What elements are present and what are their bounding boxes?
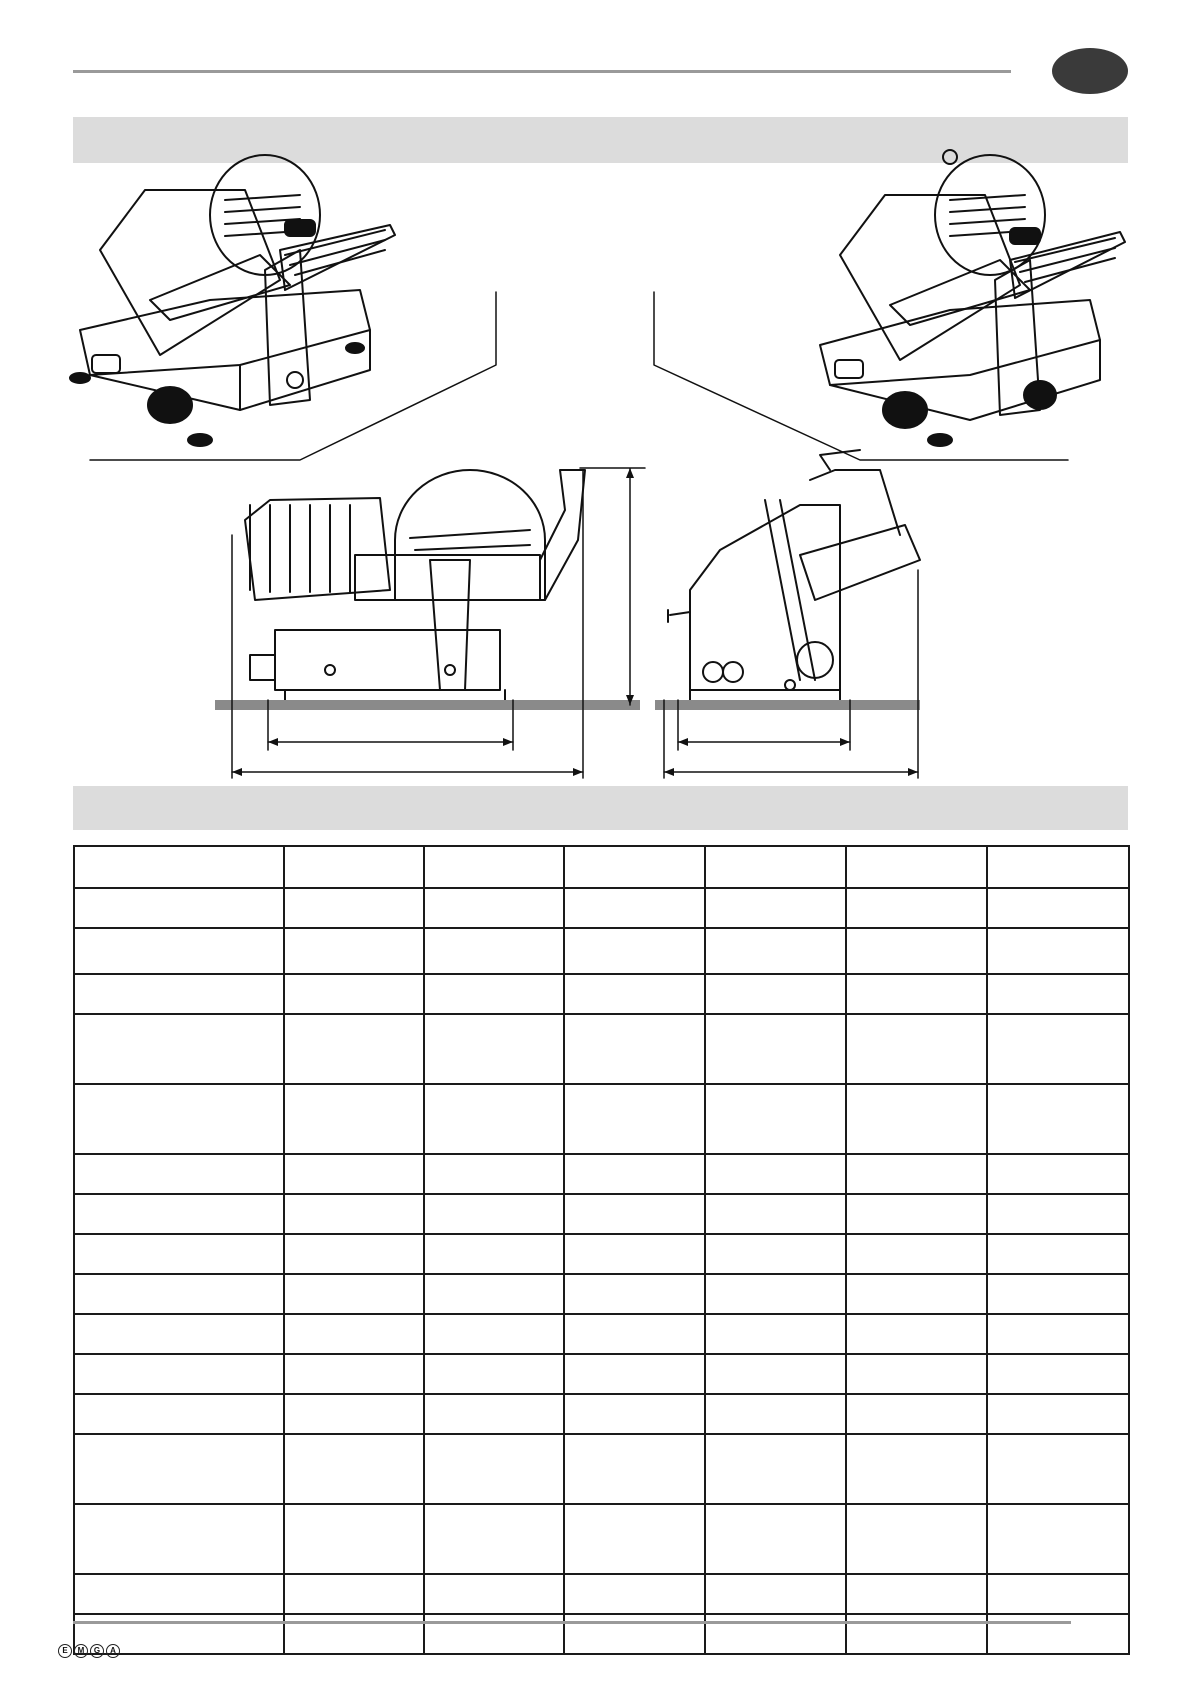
table-row — [74, 846, 1129, 888]
table-cell — [424, 974, 564, 1014]
table-cell — [564, 888, 705, 928]
logo-letter: G — [90, 1644, 104, 1658]
table-cell — [846, 1504, 987, 1574]
logo-letter: M — [74, 1644, 88, 1658]
table-row — [74, 1434, 1129, 1504]
table-cell — [705, 1084, 846, 1154]
table-cell — [424, 1194, 564, 1234]
table-cell — [564, 1234, 705, 1274]
table-cell — [74, 1194, 284, 1234]
table-cell — [987, 1274, 1129, 1314]
table-cell — [284, 1014, 424, 1084]
table-cell — [846, 1614, 987, 1654]
table-cell — [74, 888, 284, 928]
table-cell — [284, 974, 424, 1014]
table-cell — [987, 1394, 1129, 1434]
table-cell — [74, 1574, 284, 1614]
table-cell — [705, 1314, 846, 1354]
table-cell — [284, 1314, 424, 1354]
table-cell — [424, 1314, 564, 1354]
table-row — [74, 928, 1129, 974]
table-row — [74, 1274, 1129, 1314]
table-cell — [564, 1084, 705, 1154]
slicer-side-view-illustration — [245, 470, 585, 700]
table-row — [74, 1084, 1129, 1154]
table-cell — [74, 1314, 284, 1354]
table-cell — [284, 1194, 424, 1234]
table-cell — [284, 928, 424, 974]
table-cell — [846, 888, 987, 928]
table-cell — [705, 1154, 846, 1194]
table-cell — [846, 974, 987, 1014]
table-cell — [74, 1504, 284, 1574]
table-cell — [705, 846, 846, 888]
table-cell — [564, 1394, 705, 1434]
table-row — [74, 1014, 1129, 1084]
table-cell — [987, 1084, 1129, 1154]
table-cell — [424, 1154, 564, 1194]
table-cell — [705, 1234, 846, 1274]
table-row — [74, 1154, 1129, 1194]
table-cell — [705, 1614, 846, 1654]
table-cell — [705, 1434, 846, 1504]
table-cell — [705, 888, 846, 928]
table-cell — [424, 1014, 564, 1084]
table-cell — [284, 1154, 424, 1194]
table-cell — [424, 1274, 564, 1314]
table-cell — [424, 1574, 564, 1614]
table-cell — [987, 888, 1129, 928]
table-cell — [424, 1234, 564, 1274]
table-cell — [564, 1504, 705, 1574]
table-cell — [74, 1394, 284, 1434]
table-cell — [74, 1234, 284, 1274]
table-cell — [74, 974, 284, 1014]
table-cell — [284, 1394, 424, 1434]
table-cell — [564, 1194, 705, 1234]
table-row — [74, 1614, 1129, 1654]
table-cell — [846, 846, 987, 888]
table-cell — [846, 1194, 987, 1234]
table-cell — [424, 1614, 564, 1654]
table-cell — [705, 1574, 846, 1614]
table-cell — [987, 1504, 1129, 1574]
manufacturer-logo — [58, 1644, 120, 1658]
table-cell — [987, 1234, 1129, 1274]
table-cell — [846, 1274, 987, 1314]
table-cell — [424, 1354, 564, 1394]
table-cell — [424, 928, 564, 974]
table-cell — [564, 1614, 705, 1654]
table-cell — [705, 974, 846, 1014]
table-cell — [424, 846, 564, 888]
table-cell — [846, 1314, 987, 1354]
section-header-band — [73, 786, 1128, 830]
table-cell — [564, 1314, 705, 1354]
table-cell — [424, 1504, 564, 1574]
table-cell — [846, 1014, 987, 1084]
table-cell — [564, 846, 705, 888]
table-cell — [284, 1354, 424, 1394]
table-cell — [987, 1614, 1129, 1654]
table-cell — [564, 1154, 705, 1194]
table-cell — [987, 846, 1129, 888]
table-cell — [424, 888, 564, 928]
table-row — [74, 1504, 1129, 1574]
specifications-table — [73, 845, 1130, 1655]
table-row — [74, 1314, 1129, 1354]
table-cell — [846, 1574, 987, 1614]
table-cell — [564, 1274, 705, 1314]
table-cell — [846, 1154, 987, 1194]
table-cell — [284, 1084, 424, 1154]
slicer-perspective-left-illustration — [70, 155, 395, 446]
table-cell — [987, 1194, 1129, 1234]
table-row — [74, 1394, 1129, 1434]
table-cell — [846, 1434, 987, 1504]
table-cell — [74, 1084, 284, 1154]
table-cell — [564, 1354, 705, 1394]
table-cell — [846, 1084, 987, 1154]
footer-rule — [73, 1621, 1071, 1624]
dimension-lines — [232, 468, 918, 778]
table-cell — [987, 1434, 1129, 1504]
table-cell — [705, 1354, 846, 1394]
table-cell — [564, 1014, 705, 1084]
table-cell — [74, 846, 284, 888]
table-cell — [424, 1434, 564, 1504]
table-cell — [987, 1574, 1129, 1614]
table-cell — [987, 1014, 1129, 1084]
table-cell — [284, 888, 424, 928]
table-cell — [705, 1014, 846, 1084]
table-cell — [74, 1434, 284, 1504]
slicer-perspective-right-illustration — [820, 150, 1125, 446]
table-cell — [846, 1354, 987, 1394]
table-cell — [424, 1394, 564, 1434]
table-cell — [705, 1194, 846, 1234]
logo-letter: E — [58, 1644, 72, 1658]
slicer-front-view-illustration — [668, 450, 920, 700]
technical-drawings — [0, 0, 1192, 790]
table-cell — [705, 928, 846, 974]
table-cell — [74, 1274, 284, 1314]
table-cell — [846, 1234, 987, 1274]
table-cell — [987, 1354, 1129, 1394]
table-row — [74, 888, 1129, 928]
table-cell — [846, 928, 987, 974]
table-row — [74, 1574, 1129, 1614]
table-cell — [705, 1504, 846, 1574]
table-cell — [705, 1394, 846, 1434]
logo-letter: A — [106, 1644, 120, 1658]
table-cell — [74, 1354, 284, 1394]
table-row — [74, 1354, 1129, 1394]
table-cell — [987, 1314, 1129, 1354]
table-cell — [74, 928, 284, 974]
table-cell — [564, 974, 705, 1014]
table-cell — [424, 1084, 564, 1154]
table-row — [74, 1234, 1129, 1274]
table-cell — [846, 1394, 987, 1434]
table-cell — [284, 846, 424, 888]
table-cell — [284, 1574, 424, 1614]
table-cell — [284, 1434, 424, 1504]
table-cell — [564, 1434, 705, 1504]
table-cell — [74, 1154, 284, 1194]
table-cell — [705, 1274, 846, 1314]
table-cell — [284, 1274, 424, 1314]
table-cell — [284, 1504, 424, 1574]
table-cell — [987, 928, 1129, 974]
table-row — [74, 1194, 1129, 1234]
table-cell — [564, 928, 705, 974]
table-cell — [987, 974, 1129, 1014]
table-cell — [74, 1014, 284, 1084]
table-cell — [564, 1574, 705, 1614]
table-row — [74, 974, 1129, 1014]
table-cell — [987, 1154, 1129, 1194]
table-cell — [284, 1234, 424, 1274]
table-cell — [284, 1614, 424, 1654]
